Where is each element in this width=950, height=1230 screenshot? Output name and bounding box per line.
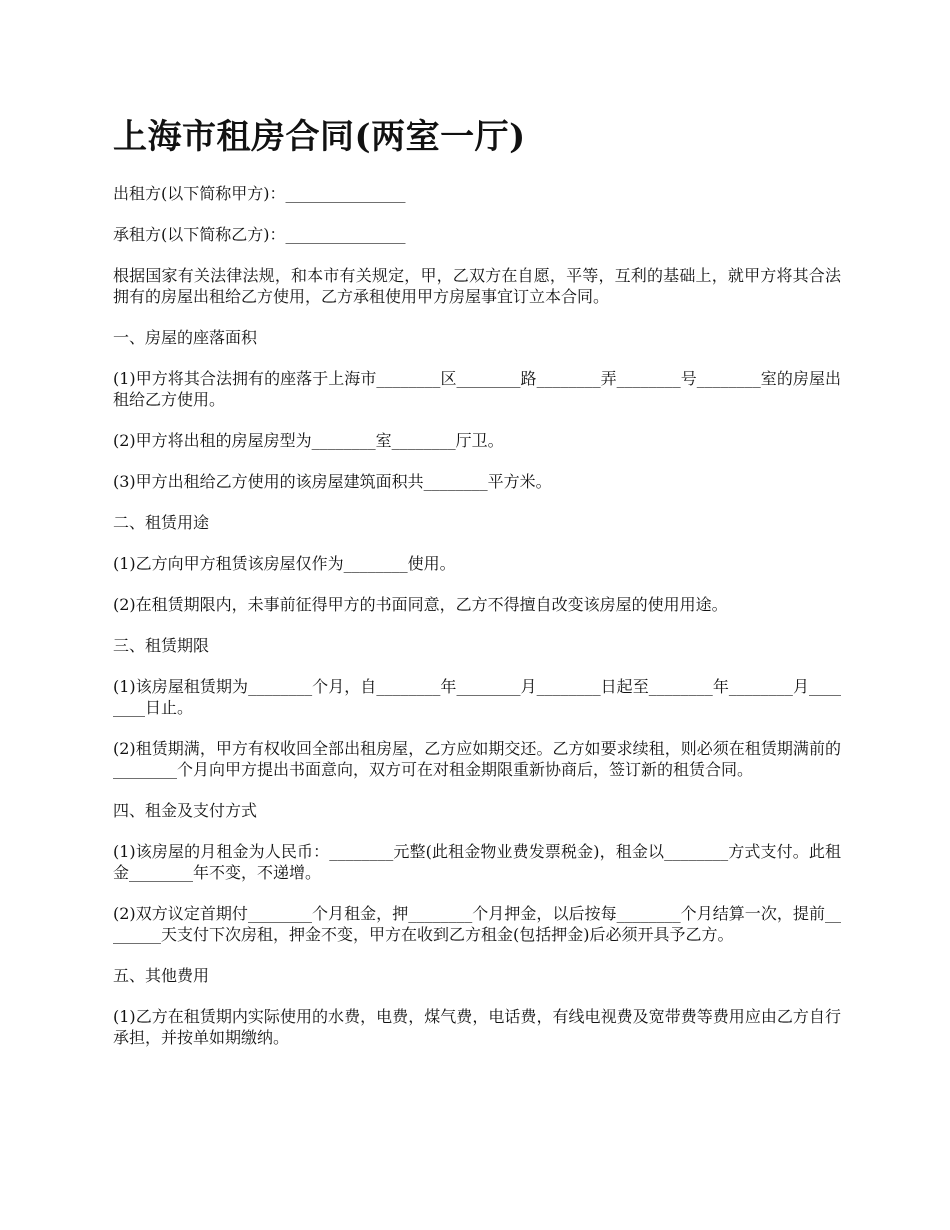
clause-2-2: (2)在租赁期限内，未事前征得甲方的书面同意，乙方不得擅自改变该房屋的使用用途。 <box>113 595 728 614</box>
clause-2-1: (1)乙方向甲方租赁该房屋仅作为________使用。 <box>113 554 456 573</box>
section-heading-4: 四、租金及支付方式 <box>113 801 258 820</box>
clause-3-2: (2)租赁期满，甲方有权收回全部出租房屋，乙方应如期交还。乙方如要求续租，则必须在租赁期满前的________个月向甲方提出书面意向，双方可在对租金期限重新协商后，签订新的租赁合同。 <box>113 739 841 779</box>
section-heading-2: 二、租赁用途 <box>113 513 210 532</box>
clause-5-1: (1)乙方在租赁期内实际使用的水费，电费，煤气费，电话费，有线电视费及宽带费等费用应由乙方自行承担，并按单如期缴纳。 <box>113 1007 841 1047</box>
clause-3-1: (1)该房屋租赁期为________个月，自________年________月________日起至________年________月________日止。 <box>113 677 841 717</box>
preamble-paragraph: 根据国家有关法律法规，和本市有关规定，甲，乙双方在自愿，平等，互利的基础上，就甲方将其合法拥有的房屋出租给乙方使用，乙方承租使用甲方房屋事宜订立本合同。 <box>113 266 841 306</box>
clause-4-1: (1)该房屋的月租金为人民币：________元整(此租金物业费发票税金)，租金以________方式支付。此租金________年不变，不递增。 <box>113 842 841 882</box>
party-b-line: 承租方(以下简称乙方)：_______________ <box>113 225 406 244</box>
section-heading-1: 一、房屋的座落面积 <box>113 328 258 347</box>
section-heading-3: 三、租赁期限 <box>113 636 210 655</box>
clause-1-3: (3)甲方出租给乙方使用的该房屋建筑面积共________平方米。 <box>113 472 552 491</box>
party-a-line: 出租方(以下简称甲方)：_______________ <box>113 184 406 203</box>
clause-1-2: (2)甲方将出租的房屋房型为________室________厅卫。 <box>113 431 504 450</box>
section-heading-5: 五、其他费用 <box>113 966 210 985</box>
document-body <box>113 183 841 1068</box>
clause-4-2: (2)双方议定首期付________个月租金，押________个月押金，以后按每________个月结算一次，提前________天支付下次房租，押金不变，甲方在收到乙方租金(包括押金)后必须开具予乙方。 <box>113 904 841 944</box>
document-title: 上海市租房合同(两室一厅) <box>113 117 526 157</box>
clause-1-1: (1)甲方将其合法拥有的座落于上海市________区________路________弄________号________室的房屋出租给乙方使用。 <box>113 369 841 409</box>
